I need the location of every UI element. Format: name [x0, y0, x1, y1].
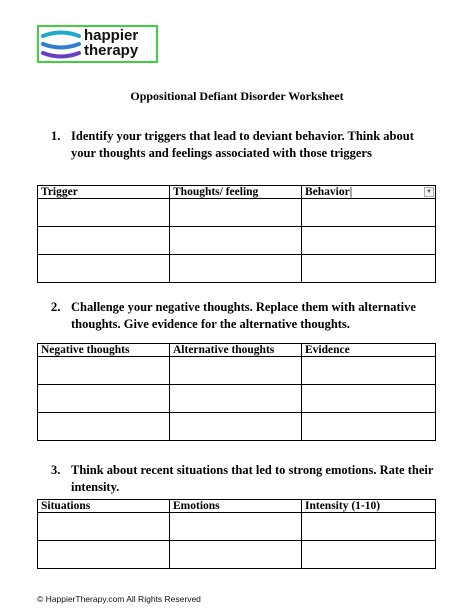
- table-cell[interactable]: [302, 227, 436, 255]
- column-header-thoughts-feeling: Thoughts/ feeling: [170, 186, 302, 199]
- column-header-trigger: Trigger: [38, 186, 170, 199]
- table-cell[interactable]: [38, 513, 170, 541]
- table-cell[interactable]: [170, 385, 302, 413]
- table-cell[interactable]: [38, 357, 170, 385]
- table-cell[interactable]: [170, 513, 302, 541]
- question-1: [37, 128, 437, 162]
- table-row: [38, 199, 436, 227]
- wave-logo-icon: [41, 30, 81, 60]
- logo-line-happier: happier: [84, 27, 139, 44]
- table-row: [38, 413, 436, 441]
- table-cell[interactable]: [302, 255, 436, 283]
- question-2-number: 2.: [51, 300, 61, 314]
- question-3: [37, 462, 437, 496]
- table-row: [38, 357, 436, 385]
- column-header-emotions: Emotions: [170, 500, 302, 513]
- table-header-row: [38, 344, 436, 357]
- table-row: [38, 385, 436, 413]
- table-cell[interactable]: [38, 199, 170, 227]
- table-cell[interactable]: [38, 227, 170, 255]
- happier-therapy-logo: [37, 25, 158, 63]
- column-header-behavior-cell[interactable]: [302, 186, 436, 199]
- table-cell[interactable]: [302, 541, 436, 569]
- table-cell[interactable]: [38, 541, 170, 569]
- triggers-table: [37, 185, 436, 283]
- thoughts-table: [37, 343, 436, 441]
- table-cell[interactable]: [38, 385, 170, 413]
- text-cursor: |: [349, 186, 353, 198]
- table-cell[interactable]: [302, 513, 436, 541]
- question-3-number: 3.: [51, 463, 61, 477]
- column-header-negative-thoughts: Negative thoughts: [38, 344, 170, 357]
- table-cell[interactable]: [170, 199, 302, 227]
- column-header-evidence: Evidence: [302, 344, 436, 357]
- dropdown-arrow-icon[interactable]: ▼: [424, 187, 434, 197]
- table-row: [38, 513, 436, 541]
- logo-line-therapy: therapy: [84, 42, 139, 59]
- table-row: [38, 227, 436, 255]
- table-cell[interactable]: [170, 357, 302, 385]
- table-header-row: [38, 186, 436, 199]
- table-cell[interactable]: [38, 255, 170, 283]
- table-cell[interactable]: [302, 199, 436, 227]
- table-header-row: [38, 500, 436, 513]
- column-header-alternative-thoughts: Alternative thoughts: [170, 344, 302, 357]
- table-cell[interactable]: [170, 541, 302, 569]
- table-row: [38, 255, 436, 283]
- table-cell[interactable]: [302, 413, 436, 441]
- emotions-table: [37, 499, 436, 569]
- column-header-intensity: Intensity (1-10): [302, 500, 436, 513]
- logo-wordmark: [84, 28, 138, 58]
- table-cell[interactable]: [302, 385, 436, 413]
- question-1-number: 1.: [51, 129, 61, 143]
- table-cell[interactable]: [170, 255, 302, 283]
- question-2-text: Challenge your negative thoughts. Replace them with alternative thoughts. Give evidence for the alternative thoughts.: [71, 300, 416, 331]
- column-header-situations: Situations: [38, 500, 170, 513]
- table-cell[interactable]: [302, 357, 436, 385]
- question-1-text: Identify your triggers that lead to deviant behavior. Think about your thoughts and feelings associated with those triggers: [71, 129, 414, 160]
- table-row: [38, 541, 436, 569]
- table-cell[interactable]: [170, 227, 302, 255]
- table-cell[interactable]: [38, 413, 170, 441]
- question-3-text: Think about recent situations that led to strong emotions. Rate their intensity.: [71, 463, 434, 494]
- column-header-behavior: Behavior: [305, 186, 350, 198]
- copyright-footer: © HappierTherapy.com All Rights Reserved: [37, 594, 201, 604]
- question-2: [37, 299, 437, 333]
- table-cell[interactable]: [170, 413, 302, 441]
- worksheet-title: Oppositional Defiant Disorder Worksheet: [130, 89, 344, 103]
